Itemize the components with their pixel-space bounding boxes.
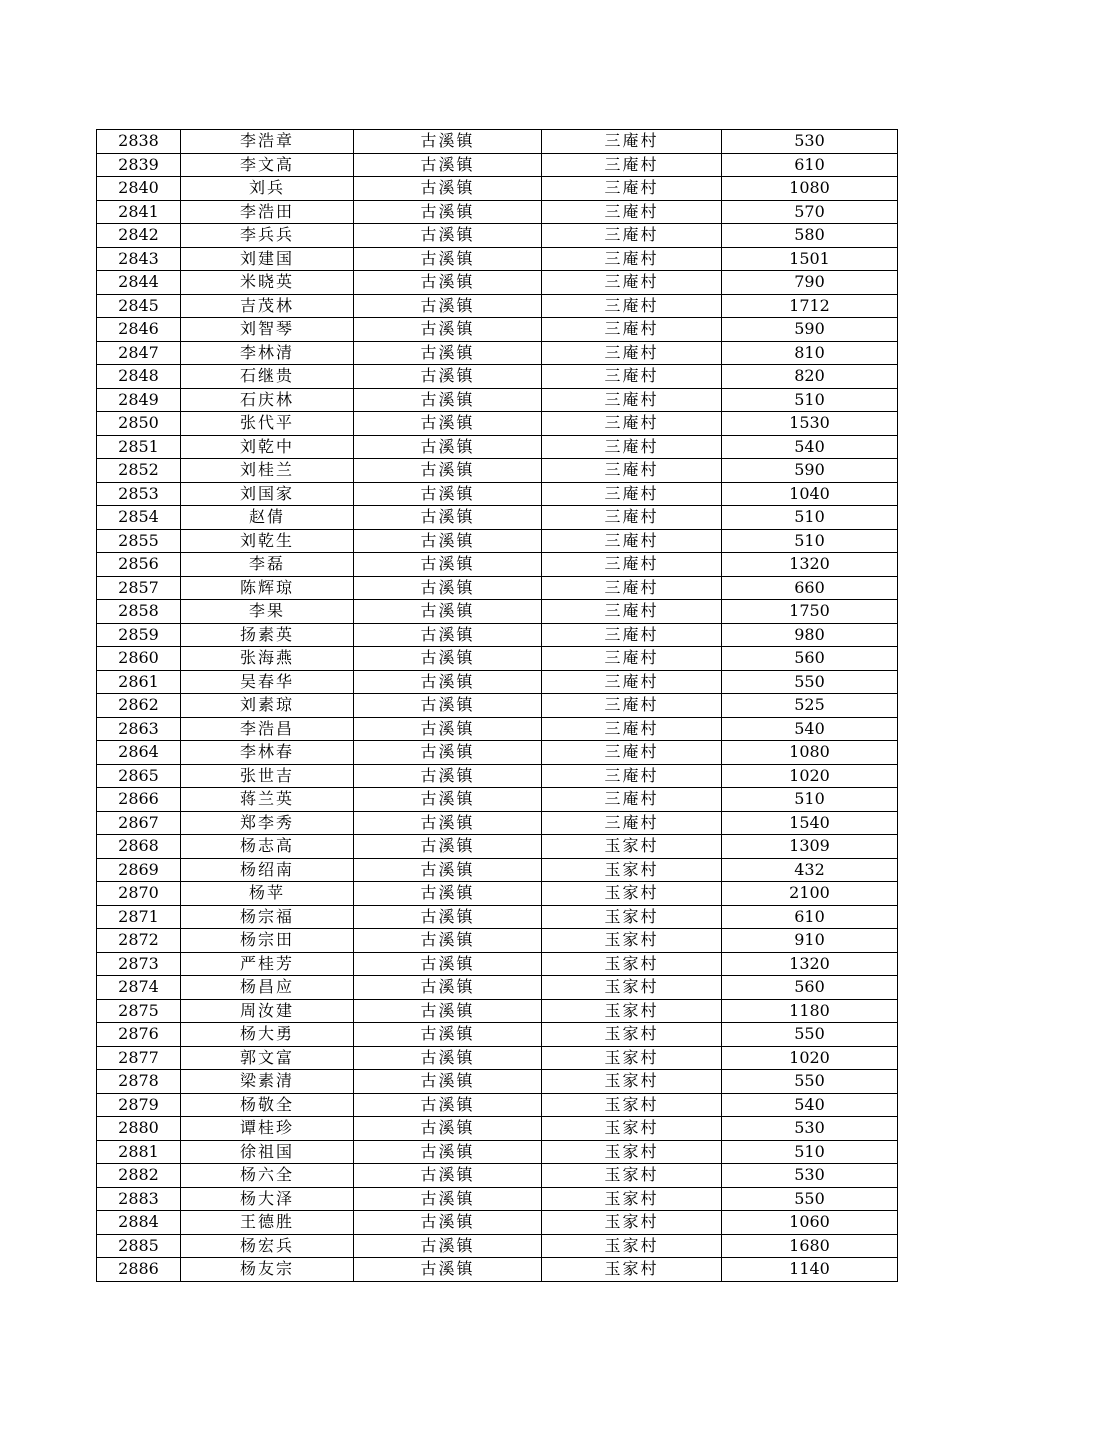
serial-number-cell: 2855 <box>97 529 181 553</box>
village-cell: 三庵村 <box>542 647 722 671</box>
table-row <box>97 271 898 295</box>
amount-cell: 590 <box>722 459 898 483</box>
name-cell: 张代平 <box>181 412 354 436</box>
amount-cell: 580 <box>722 224 898 248</box>
town-cell: 古溪镇 <box>354 1046 542 1070</box>
name-cell: 刘建国 <box>181 247 354 271</box>
village-cell: 三庵村 <box>542 271 722 295</box>
amount-cell: 910 <box>722 929 898 953</box>
table-row <box>97 1117 898 1141</box>
serial-number-cell: 2854 <box>97 506 181 530</box>
town-cell: 古溪镇 <box>354 177 542 201</box>
table-row <box>97 1234 898 1258</box>
table-row <box>97 506 898 530</box>
table-row <box>97 788 898 812</box>
town-cell: 古溪镇 <box>354 388 542 412</box>
serial-number-cell: 2848 <box>97 365 181 389</box>
amount-cell: 525 <box>722 694 898 718</box>
serial-number-cell: 2876 <box>97 1023 181 1047</box>
town-cell: 古溪镇 <box>354 1211 542 1235</box>
table-row <box>97 365 898 389</box>
village-cell: 三庵村 <box>542 600 722 624</box>
amount-cell: 530 <box>722 1117 898 1141</box>
village-cell: 三庵村 <box>542 435 722 459</box>
village-cell: 玉家村 <box>542 905 722 929</box>
town-cell: 古溪镇 <box>354 811 542 835</box>
table-row <box>97 435 898 459</box>
town-cell: 古溪镇 <box>354 482 542 506</box>
town-cell: 古溪镇 <box>354 1164 542 1188</box>
amount-cell: 510 <box>722 388 898 412</box>
table-row <box>97 1070 898 1094</box>
table-row <box>97 835 898 859</box>
serial-number-cell: 2852 <box>97 459 181 483</box>
village-cell: 玉家村 <box>542 835 722 859</box>
serial-number-cell: 2882 <box>97 1164 181 1188</box>
village-cell: 三庵村 <box>542 670 722 694</box>
serial-number-cell: 2865 <box>97 764 181 788</box>
amount-cell: 660 <box>722 576 898 600</box>
town-cell: 古溪镇 <box>354 600 542 624</box>
town-cell: 古溪镇 <box>354 999 542 1023</box>
town-cell: 古溪镇 <box>354 506 542 530</box>
town-cell: 古溪镇 <box>354 459 542 483</box>
village-cell: 三庵村 <box>542 506 722 530</box>
name-cell: 郭文富 <box>181 1046 354 1070</box>
name-cell: 杨宗福 <box>181 905 354 929</box>
name-cell: 郑李秀 <box>181 811 354 835</box>
village-cell: 玉家村 <box>542 952 722 976</box>
amount-cell: 1680 <box>722 1234 898 1258</box>
serial-number-cell: 2838 <box>97 130 181 154</box>
table-row <box>97 1023 898 1047</box>
serial-number-cell: 2862 <box>97 694 181 718</box>
serial-number-cell: 2858 <box>97 600 181 624</box>
table-row <box>97 388 898 412</box>
town-cell: 古溪镇 <box>354 318 542 342</box>
name-cell: 李文高 <box>181 153 354 177</box>
name-cell: 李果 <box>181 600 354 624</box>
table-row <box>97 670 898 694</box>
table-row <box>97 976 898 1000</box>
village-cell: 玉家村 <box>542 1046 722 1070</box>
serial-number-cell: 2840 <box>97 177 181 201</box>
town-cell: 古溪镇 <box>354 247 542 271</box>
town-cell: 古溪镇 <box>354 929 542 953</box>
name-cell: 张海燕 <box>181 647 354 671</box>
serial-number-cell: 2877 <box>97 1046 181 1070</box>
amount-cell: 1320 <box>722 952 898 976</box>
amount-cell: 1060 <box>722 1211 898 1235</box>
name-cell: 杨敬全 <box>181 1093 354 1117</box>
town-cell: 古溪镇 <box>354 153 542 177</box>
table-row <box>97 741 898 765</box>
amount-cell: 510 <box>722 788 898 812</box>
town-cell: 古溪镇 <box>354 882 542 906</box>
town-cell: 古溪镇 <box>354 412 542 436</box>
table-row <box>97 623 898 647</box>
amount-cell: 560 <box>722 976 898 1000</box>
name-cell: 陈辉琼 <box>181 576 354 600</box>
amount-cell: 590 <box>722 318 898 342</box>
town-cell: 古溪镇 <box>354 200 542 224</box>
town-cell: 古溪镇 <box>354 835 542 859</box>
amount-cell: 570 <box>722 200 898 224</box>
table-row <box>97 952 898 976</box>
town-cell: 古溪镇 <box>354 435 542 459</box>
name-cell: 石庆林 <box>181 388 354 412</box>
amount-cell: 560 <box>722 647 898 671</box>
table-row <box>97 764 898 788</box>
serial-number-cell: 2850 <box>97 412 181 436</box>
amount-cell: 540 <box>722 435 898 459</box>
amount-cell: 980 <box>722 623 898 647</box>
table-row <box>97 1046 898 1070</box>
village-cell: 三庵村 <box>542 200 722 224</box>
table-row <box>97 694 898 718</box>
village-cell: 三庵村 <box>542 623 722 647</box>
town-cell: 古溪镇 <box>354 670 542 694</box>
table-row <box>97 858 898 882</box>
name-cell: 张世吉 <box>181 764 354 788</box>
village-cell: 三庵村 <box>542 412 722 436</box>
amount-cell: 610 <box>722 905 898 929</box>
name-cell: 杨苹 <box>181 882 354 906</box>
table-row <box>97 1093 898 1117</box>
amount-cell: 540 <box>722 717 898 741</box>
name-cell: 杨昌应 <box>181 976 354 1000</box>
data-table <box>96 129 898 1282</box>
amount-cell: 790 <box>722 271 898 295</box>
amount-cell: 510 <box>722 529 898 553</box>
town-cell: 古溪镇 <box>354 1140 542 1164</box>
town-cell: 古溪镇 <box>354 647 542 671</box>
table-row <box>97 717 898 741</box>
village-cell: 玉家村 <box>542 999 722 1023</box>
town-cell: 古溪镇 <box>354 553 542 577</box>
town-cell: 古溪镇 <box>354 976 542 1000</box>
amount-cell: 1540 <box>722 811 898 835</box>
table-row <box>97 905 898 929</box>
name-cell: 杨友宗 <box>181 1258 354 1282</box>
town-cell: 古溪镇 <box>354 576 542 600</box>
village-cell: 玉家村 <box>542 1117 722 1141</box>
name-cell: 刘智琴 <box>181 318 354 342</box>
serial-number-cell: 2867 <box>97 811 181 835</box>
town-cell: 古溪镇 <box>354 1070 542 1094</box>
table-row <box>97 200 898 224</box>
serial-number-cell: 2843 <box>97 247 181 271</box>
serial-number-cell: 2842 <box>97 224 181 248</box>
name-cell: 赵倩 <box>181 506 354 530</box>
serial-number-cell: 2860 <box>97 647 181 671</box>
amount-cell: 550 <box>722 1023 898 1047</box>
amount-cell: 1309 <box>722 835 898 859</box>
name-cell: 李兵兵 <box>181 224 354 248</box>
serial-number-cell: 2883 <box>97 1187 181 1211</box>
village-cell: 玉家村 <box>542 1164 722 1188</box>
name-cell: 刘兵 <box>181 177 354 201</box>
serial-number-cell: 2881 <box>97 1140 181 1164</box>
town-cell: 古溪镇 <box>354 341 542 365</box>
amount-cell: 550 <box>722 670 898 694</box>
serial-number-cell: 2861 <box>97 670 181 694</box>
name-cell: 谭桂珍 <box>181 1117 354 1141</box>
town-cell: 古溪镇 <box>354 1258 542 1282</box>
table-row <box>97 647 898 671</box>
serial-number-cell: 2869 <box>97 858 181 882</box>
name-cell: 李浩田 <box>181 200 354 224</box>
amount-cell: 550 <box>722 1187 898 1211</box>
table-row <box>97 1164 898 1188</box>
town-cell: 古溪镇 <box>354 764 542 788</box>
town-cell: 古溪镇 <box>354 1234 542 1258</box>
village-cell: 玉家村 <box>542 1070 722 1094</box>
village-cell: 三庵村 <box>542 153 722 177</box>
village-cell: 三庵村 <box>542 247 722 271</box>
table-row <box>97 341 898 365</box>
town-cell: 古溪镇 <box>354 623 542 647</box>
table-body <box>97 130 898 1282</box>
table-row <box>97 294 898 318</box>
village-cell: 玉家村 <box>542 1023 722 1047</box>
village-cell: 玉家村 <box>542 858 722 882</box>
name-cell: 吉茂林 <box>181 294 354 318</box>
table-row <box>97 553 898 577</box>
amount-cell: 2100 <box>722 882 898 906</box>
table-row <box>97 177 898 201</box>
amount-cell: 1020 <box>722 764 898 788</box>
serial-number-cell: 2884 <box>97 1211 181 1235</box>
serial-number-cell: 2878 <box>97 1070 181 1094</box>
name-cell: 李浩昌 <box>181 717 354 741</box>
table-row <box>97 412 898 436</box>
serial-number-cell: 2856 <box>97 553 181 577</box>
amount-cell: 1712 <box>722 294 898 318</box>
name-cell: 王德胜 <box>181 1211 354 1235</box>
amount-cell: 610 <box>722 153 898 177</box>
name-cell: 刘素琼 <box>181 694 354 718</box>
table-row <box>97 1187 898 1211</box>
town-cell: 古溪镇 <box>354 1117 542 1141</box>
name-cell: 杨绍南 <box>181 858 354 882</box>
amount-cell: 1530 <box>722 412 898 436</box>
serial-number-cell: 2875 <box>97 999 181 1023</box>
table-row <box>97 576 898 600</box>
name-cell: 刘乾中 <box>181 435 354 459</box>
serial-number-cell: 2879 <box>97 1093 181 1117</box>
table-row <box>97 1211 898 1235</box>
village-cell: 三庵村 <box>542 529 722 553</box>
village-cell: 玉家村 <box>542 976 722 1000</box>
town-cell: 古溪镇 <box>354 365 542 389</box>
village-cell: 三庵村 <box>542 741 722 765</box>
amount-cell: 550 <box>722 1070 898 1094</box>
name-cell: 李林清 <box>181 341 354 365</box>
serial-number-cell: 2853 <box>97 482 181 506</box>
name-cell: 杨大勇 <box>181 1023 354 1047</box>
village-cell: 三庵村 <box>542 482 722 506</box>
serial-number-cell: 2873 <box>97 952 181 976</box>
village-cell: 玉家村 <box>542 1211 722 1235</box>
name-cell: 米晓英 <box>181 271 354 295</box>
table-row <box>97 811 898 835</box>
village-cell: 玉家村 <box>542 1140 722 1164</box>
name-cell: 刘桂兰 <box>181 459 354 483</box>
name-cell: 杨志高 <box>181 835 354 859</box>
name-cell: 严桂芳 <box>181 952 354 976</box>
name-cell: 杨宗田 <box>181 929 354 953</box>
table-row <box>97 882 898 906</box>
town-cell: 古溪镇 <box>354 905 542 929</box>
table-row <box>97 600 898 624</box>
amount-cell: 1501 <box>722 247 898 271</box>
serial-number-cell: 2868 <box>97 835 181 859</box>
serial-number-cell: 2866 <box>97 788 181 812</box>
town-cell: 古溪镇 <box>354 224 542 248</box>
serial-number-cell: 2839 <box>97 153 181 177</box>
town-cell: 古溪镇 <box>354 694 542 718</box>
serial-number-cell: 2846 <box>97 318 181 342</box>
amount-cell: 1320 <box>722 553 898 577</box>
name-cell: 杨宏兵 <box>181 1234 354 1258</box>
table-row <box>97 1258 898 1282</box>
table-row <box>97 224 898 248</box>
village-cell: 三庵村 <box>542 694 722 718</box>
amount-cell: 1140 <box>722 1258 898 1282</box>
serial-number-cell: 2849 <box>97 388 181 412</box>
name-cell: 周汝建 <box>181 999 354 1023</box>
village-cell: 三庵村 <box>542 459 722 483</box>
amount-cell: 1750 <box>722 600 898 624</box>
village-cell: 玉家村 <box>542 882 722 906</box>
town-cell: 古溪镇 <box>354 717 542 741</box>
name-cell: 李磊 <box>181 553 354 577</box>
name-cell: 石继贵 <box>181 365 354 389</box>
village-cell: 三庵村 <box>542 224 722 248</box>
serial-number-cell: 2863 <box>97 717 181 741</box>
town-cell: 古溪镇 <box>354 1093 542 1117</box>
serial-number-cell: 2870 <box>97 882 181 906</box>
village-cell: 三庵村 <box>542 576 722 600</box>
serial-number-cell: 2844 <box>97 271 181 295</box>
table-row <box>97 482 898 506</box>
amount-cell: 432 <box>722 858 898 882</box>
town-cell: 古溪镇 <box>354 1187 542 1211</box>
table-row <box>97 529 898 553</box>
town-cell: 古溪镇 <box>354 130 542 154</box>
table-row <box>97 1140 898 1164</box>
name-cell: 李浩章 <box>181 130 354 154</box>
serial-number-cell: 2874 <box>97 976 181 1000</box>
amount-cell: 1180 <box>722 999 898 1023</box>
serial-number-cell: 2886 <box>97 1258 181 1282</box>
serial-number-cell: 2864 <box>97 741 181 765</box>
village-cell: 三庵村 <box>542 294 722 318</box>
name-cell: 徐祖国 <box>181 1140 354 1164</box>
table-row <box>97 999 898 1023</box>
serial-number-cell: 2872 <box>97 929 181 953</box>
serial-number-cell: 2885 <box>97 1234 181 1258</box>
amount-cell: 540 <box>722 1093 898 1117</box>
name-cell: 李林春 <box>181 741 354 765</box>
town-cell: 古溪镇 <box>354 741 542 765</box>
serial-number-cell: 2841 <box>97 200 181 224</box>
amount-cell: 530 <box>722 130 898 154</box>
town-cell: 古溪镇 <box>354 788 542 812</box>
amount-cell: 1080 <box>722 741 898 765</box>
name-cell: 刘乾生 <box>181 529 354 553</box>
serial-number-cell: 2880 <box>97 1117 181 1141</box>
village-cell: 三庵村 <box>542 788 722 812</box>
name-cell: 吴春华 <box>181 670 354 694</box>
amount-cell: 530 <box>722 1164 898 1188</box>
town-cell: 古溪镇 <box>354 271 542 295</box>
village-cell: 三庵村 <box>542 341 722 365</box>
amount-cell: 810 <box>722 341 898 365</box>
town-cell: 古溪镇 <box>354 294 542 318</box>
village-cell: 三庵村 <box>542 177 722 201</box>
village-cell: 三庵村 <box>542 365 722 389</box>
serial-number-cell: 2845 <box>97 294 181 318</box>
amount-cell: 1020 <box>722 1046 898 1070</box>
town-cell: 古溪镇 <box>354 529 542 553</box>
amount-cell: 820 <box>722 365 898 389</box>
village-cell: 三庵村 <box>542 318 722 342</box>
serial-number-cell: 2851 <box>97 435 181 459</box>
serial-number-cell: 2871 <box>97 905 181 929</box>
serial-number-cell: 2847 <box>97 341 181 365</box>
village-cell: 三庵村 <box>542 388 722 412</box>
name-cell: 杨大泽 <box>181 1187 354 1211</box>
village-cell: 玉家村 <box>542 1187 722 1211</box>
town-cell: 古溪镇 <box>354 1023 542 1047</box>
serial-number-cell: 2859 <box>97 623 181 647</box>
village-cell: 玉家村 <box>542 1258 722 1282</box>
amount-cell: 1040 <box>722 482 898 506</box>
table-row <box>97 153 898 177</box>
name-cell: 蒋兰英 <box>181 788 354 812</box>
village-cell: 玉家村 <box>542 1234 722 1258</box>
table-row <box>97 318 898 342</box>
name-cell: 刘国家 <box>181 482 354 506</box>
table-row <box>97 459 898 483</box>
table-row <box>97 247 898 271</box>
amount-cell: 510 <box>722 506 898 530</box>
town-cell: 古溪镇 <box>354 858 542 882</box>
serial-number-cell: 2857 <box>97 576 181 600</box>
village-cell: 三庵村 <box>542 717 722 741</box>
town-cell: 古溪镇 <box>354 952 542 976</box>
village-cell: 三庵村 <box>542 764 722 788</box>
name-cell: 梁素清 <box>181 1070 354 1094</box>
amount-cell: 1080 <box>722 177 898 201</box>
table-row <box>97 130 898 154</box>
village-cell: 玉家村 <box>542 929 722 953</box>
village-cell: 三庵村 <box>542 553 722 577</box>
village-cell: 三庵村 <box>542 130 722 154</box>
village-cell: 三庵村 <box>542 811 722 835</box>
amount-cell: 510 <box>722 1140 898 1164</box>
village-cell: 玉家村 <box>542 1093 722 1117</box>
name-cell: 杨六全 <box>181 1164 354 1188</box>
table-row <box>97 929 898 953</box>
name-cell: 扬素英 <box>181 623 354 647</box>
